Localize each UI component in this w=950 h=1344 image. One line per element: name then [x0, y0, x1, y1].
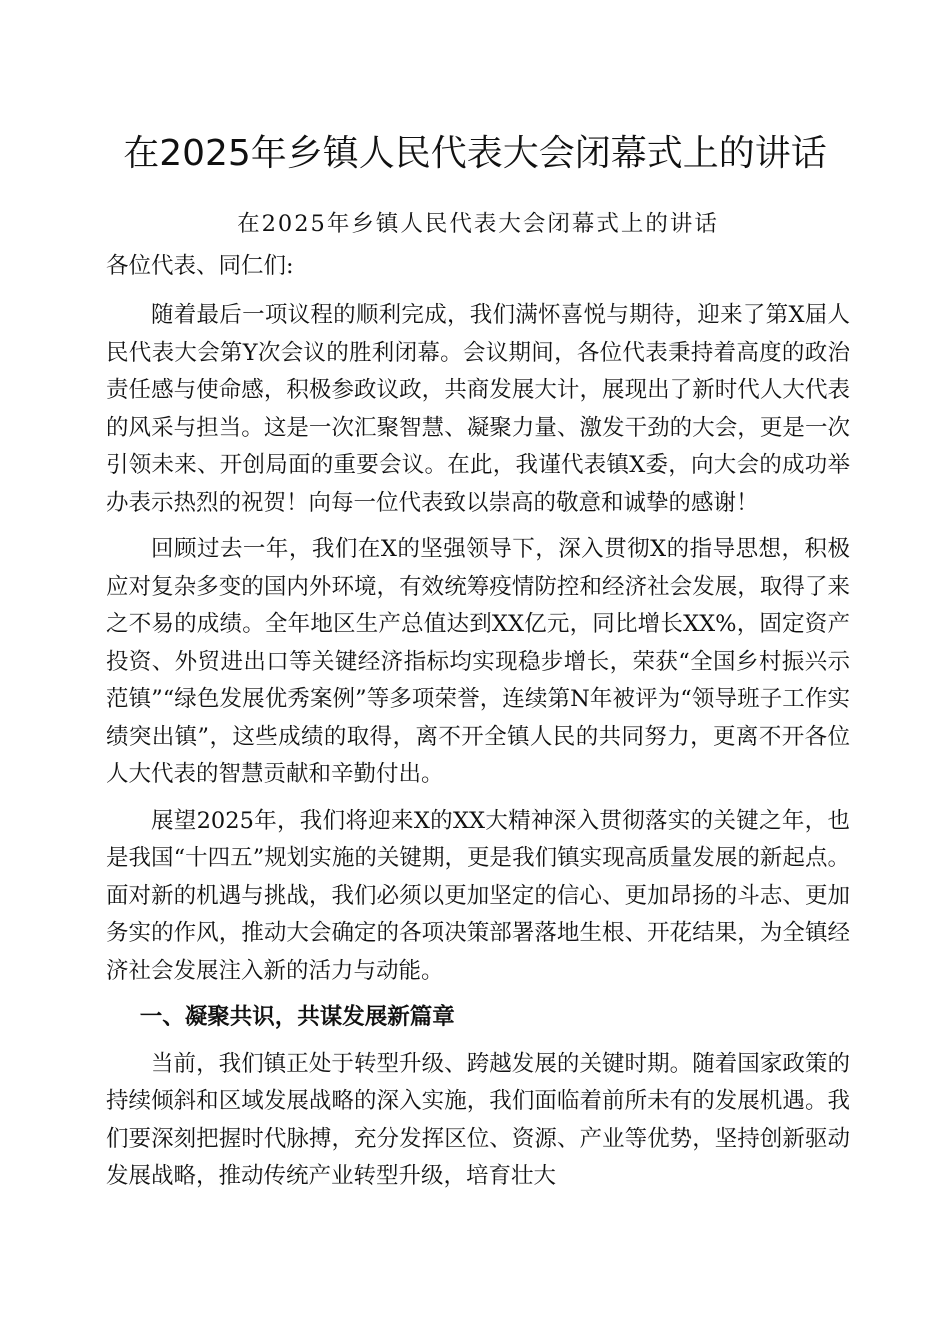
section-heading: 一、凝聚共识，共谋发展新篇章	[139, 1004, 455, 1030]
paragraph-outlook: 展望2025年，我们将迎来X的XX大精神深入贯彻落实的关键之年，也是我国“十四五”规划实施的关键期，更是我们镇实现高质量发展的新起点。面对新的机遇与挑战，我们必须以更加坚定的信心、更加昂扬的斗志、更加务实的作风，推动大会确定的各项决策部署落地生根、开花结果，为全镇经济社会发展注入新的活力与动能。	[106, 807, 850, 984]
paragraph-section-one: 当前，我们镇正处于转型升级、跨越发展的关键时期。随着国家政策的持续倾斜和区域发展战略的深入实施，我们面临着前所未有的发展机遇。我们要深刻把握时代脉搏，充分发挥区位、资源、产业等优势，坚持创新驱动发展战略，推动传统产业转型升级，培育壮大	[106, 1050, 850, 1189]
paragraph-opening: 随着最后一项议程的顺利完成，我们满怀喜悦与期待，迎来了第X届人民代表大会第Y次会议的胜利闭幕。会议期间，各位代表秉持着高度的政治责任感与使命感，积极参政议政，共商发展大计，展现出了新时代人大代表的风采与担当。这是一次汇聚智慧、凝聚力量、激发干劲的大会，更是一次引领未来、开创局面的重要会议。在此，我谨代表镇X委，向大会的成功举办表示热烈的祝贺！向每一位代表致以崇高的敬意和诚挚的感谢！	[106, 302, 850, 516]
salutation: 各位代表、同仁们:	[106, 252, 294, 279]
document-title: 在2025年乡镇人民代表大会闭幕式上的讲话	[123, 133, 827, 174]
document-body	[106, 206, 850, 1205]
paragraph-review: 回顾过去一年，我们在X的坚强领导下，深入贯彻X的指导思想，积极应对复杂多变的国内外环境，有效统筹疫情防控和经济社会发展，取得了来之不易的成绩。全年地区生产总值达到XX亿元，同比增长XX%，固定资产投资、外贸进出口等关键经济指标均实现稳步增长，荣获“全国乡村振兴示范镇”“绿色发展优秀案例”等多项荣誉，连续第N年被评为“领导班子工作实绩突出镇”，这些成绩的取得，离不开全镇人民的共同努力，更离不开各位人大代表的智慧贡献和辛勤付出。	[106, 536, 850, 787]
document-subtitle: 在2025年乡镇人民代表大会闭幕式上的讲话	[237, 211, 719, 237]
